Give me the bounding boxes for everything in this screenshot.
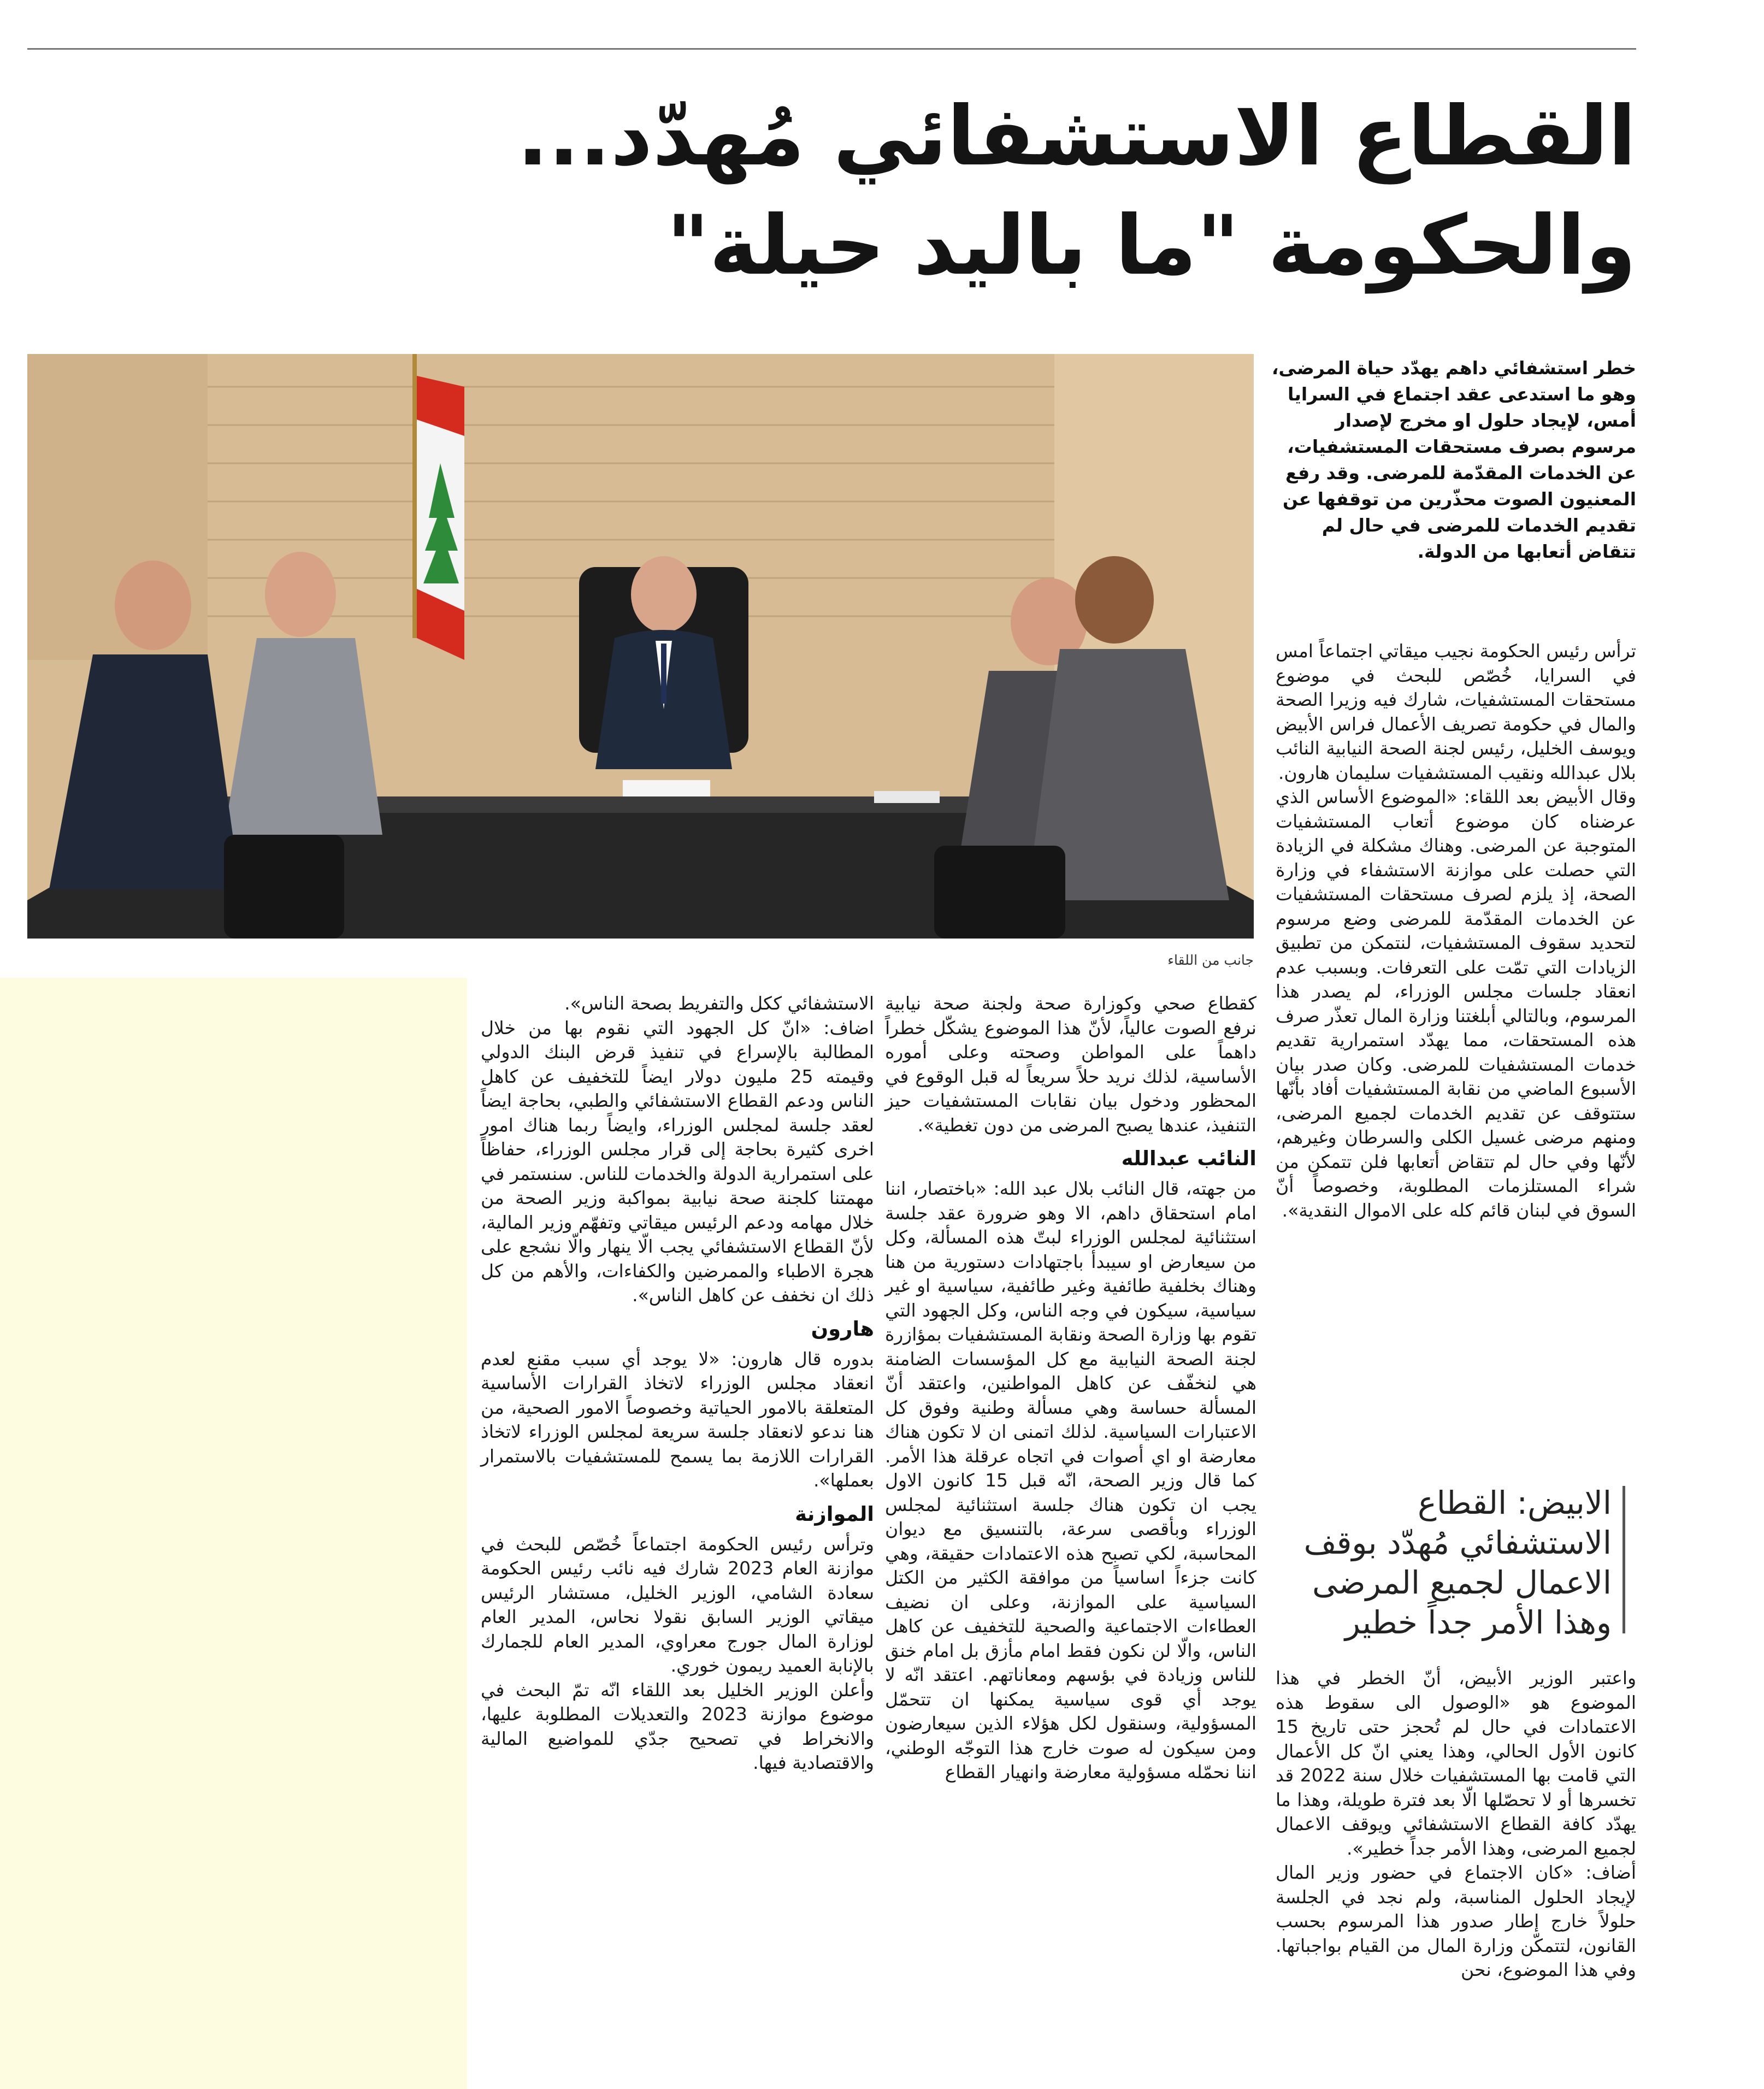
subheading-abdallah: النائب عبدالله — [1121, 1147, 1256, 1170]
paragraph: من جهته، قال النائب بلال عبد الله: «باختصار، اننا امام استحقاق داهم، الا وهو ضرورة عقد جلسة استثنائية لمجلس الوزراء لبتّ هذه المسألة، وكل من سيعارض او سيبدأ باجتهادات دستورية من هنا وهناك بخلفية طائفية وغير طائفية، سياسية او غير سياسية، سيكون في وجه الناس، وكل الجهود التي تقوم بها وزارة الصحة ونقابة المستشفيات بمؤازرة لجنة الصحة النيابية مع كل المؤسسات الضامنة هي لنخفّف عن كاهل المواطنين، واعتقد أنّ المسألة حساسة وهي مسألة وطنية وفوق كل الاعتبارات السياسية. لذلك اتمنى ان لا تكون هناك معارضة او اي أصوات في اتجاه عرقلة هذا الأمر. كما قال وزير الصحة، انّه قبل 15 كانون الاول يجب ان تكون هناك جلسة استثنائية لمجلس الوزراء وبأقصى سرعة، بالتنسيق مع ديوان المحاسبة، لكي تصبح هذه الاعتمادات حقيقة، وهي كانت جزءاً اساسياً من موافقة الكثير من الكتل السياسية على الموازنة، وعلى ان نضيف العطاءات الاجتماعية والصحية للتخفيف عن كاهل الناس، والّا لن نكون فقط امام مأزق بل امام خنق للناس وزيادة في بؤسهم ومعاناتهم. اعتقد انّه لا يوجد أي قوى سياسية يمكنها ان تتحمّل المسؤولية، وسنقول لكل هؤلاء الذين سيعارضون ومن سيكون له صوت خارج هذا التوجّه الوطني، اننا نحمّله مسؤولية معارضة وانهيار القطاع — [885, 1178, 1256, 1783]
pullquote: الابيض: القطاع الاستشفائي مُهدّد بوقف الاعمال لجميع المرضى وهذا الأمر جداً خطير — [1303, 1484, 1612, 1641]
pullquote-bar — [1623, 1486, 1625, 1633]
paragraph: وترأس رئيس الحكومة اجتماعاً خُصّص للبحث في موازنة العام 2023 شارك فيه نائب رئيس الحكومة سعادة الشامي، الوزير الخليل، مستشار الرئيس ميقاتي الوزير السابق نقولا نحاس، المدير العام لوزارة المال جورج معراوي، المدير العام للجمارك بالإنابة العميد ريمون خوري. — [481, 1533, 874, 1676]
paragraph: اضاف: «انّ كل الجهود التي نقوم بها من خلال المطالبة بالإسراع في تنفيذ قرض البنك الدولي وقيمته 25 مليون دولار ايضاً للتخفيف عن كاهل الناس ودعم القطاع الاستشفائي والطبي، بحاجة ايضاً لعقد جلسة لمجلس الوزراء، وايضاً ربما هناك امور اخرى كثيرة بحاجة إلى قرار مجلس الوزراء، حفاظاً على استمرارية الدولة والخدمات للناس. سنستمر في مهمتنا كلجنة صحة نيابية بمواكبة وزير الصحة من خلال مهامه ودعم الرئيس ميقاتي وتفهّم وزير المالية، لأنّ القطاع الاستشفائي يجب الّا ينهار والّا نشجع على هجرة الاطباء والممرضين والكفاءات، والأهم من كل ذلك ان نخفف عن كاهل الناس». — [481, 1017, 875, 1306]
subheading-budget: الموازنة — [795, 1502, 874, 1526]
column-3 — [481, 992, 874, 1775]
paragraph: وأعلن الوزير الخليل بعد اللقاء انّه تمّ البحث في موضوع موازنة 2023 والتعديلات المطلوبة عليها، والانخراط في تصحيح جدّي للمواضيع المالية والاقتصادية فيها. — [481, 1679, 875, 1773]
photo-caption: جانب من اللقاء — [1167, 952, 1254, 968]
paragraph: وقال الأبيض بعد اللقاء: «الموضوع الأساس الذي عرضناه كان موضوع أتعاب المستشفيات المتوجبة عن المرضى. وهناك مشكلة في الزيادة التي حصلت على موازنة الاستشفاء في وزارة الصحة، إذ يلزم لصرف مستحقات المستشفيات عن الخدمات المقدّمة للمرضى وضع مرسوم لتحديد سقوف المستشفيات، لنتمكن من تطبيق الزيادات التي تمّت على التعرفات. وبسبب عدم انعقاد جلسات مجلس الوزراء، لم يصدر هذا المرسوم، وبالتالي أبلغتنا وزارة المال تعذّر صرف هذه المستحقات، مما يهدّد استمرارية تقديم خدمات المستشفيات للمرضى. وكان صدر بيان الأسبوع الماضي من نقابة المستشفيات أفاد بأنّها ستتوقف عن تقديم الخدمات لجميع المرضى، ومنهم مرضى غسيل الكلى والسرطان وغيرهم، لأنّها وفي حال لم تتقاض أتعابها فلن تتمكن من شراء المستلزمات المطلوبة، وخصوصاً أنّ السوق في لبنان قائم كله على الاموال النقدية». — [1276, 786, 1636, 1221]
paragraph: واعتبر الوزير الأبيض، أنّ الخطر في هذا الموضوع هو «الوصول الى سقوط هذه الاعتمادات في حال لم تُحجز حتى تاريخ 15 كانون الأول الحالي، وهذا يعني انّ كل الأعمال التي قامت بها المستشفيات خلال سنة 2022 قد تخسرها أو لا تحصّلها الّا بعد فترة طويلة، وهذا ما يهدّد كافة القطاع الاستشفائي ويوقف الاعمال لجميع المرضى، وهذا الأمر جداً خطير». — [1276, 1667, 1637, 1859]
column-1 — [1276, 639, 1636, 1223]
top-rule — [27, 48, 1636, 50]
paragraph: كقطاع صحي وكوزارة صحة ولجنة صحة نيابية نرفع الصوت عالياً، لأنّ هذا الموضوع يشكّل خطراً داهماً على المواطن وصحته وعلى أموره الأساسية، لذلك نريد حلاً سريعاً له قبل الوقوع في المحظور ودخول بيان نقابات المستشفيات حيز التنفيذ، عندها يصبح المرضى من دون تغطية». — [885, 993, 1256, 1136]
headline — [153, 82, 1636, 300]
paragraph: بدوره قال هارون: «لا يوجد أي سبب مقنع لعدم انعقاد مجلس الوزراء لاتخاذ القرارات الأساسية المتعلقة بالامور الحياتية وخصوصاً الامور الصحية، من هنا ندعو لانعقاد جلسة سريعة لمجلس الوزراء لاتخاذ القرارات اللازمة بما يسمح للمستشفيات بالاستمرار بعملها». — [481, 1348, 874, 1491]
paragraph: الاستشفائي ككل والتفريط بصحة الناس». — [564, 993, 874, 1014]
column-2 — [885, 992, 1256, 1785]
meeting-photo — [27, 354, 1254, 939]
column-1-continued — [1276, 1666, 1636, 1982]
paragraph: ترأس رئيس الحكومة نجيب ميقاتي اجتماعاً امس في السرايا، خُصّص للبحث في موضوع مستحقات المستشفيات، شارك فيه وزيرا الصحة والمال في حكومة تصريف الأعمال فراس الأبيض ويوسف الخليل، رئيس لجنة الصحة النيابية النائب بلال عبدالله ونقيب المستشفيات سليمان هارون. — [1276, 640, 1636, 783]
ad-space — [0, 978, 467, 2089]
intro-summary: خطر استشفائي داهم يهدّد حياة المرضى، وهو ما استدعى عقد اجتماع في السرايا أمس، لإيجاد حلول او مخرج لإصدار مرسوم بصرف مستحقات المستشفيات، عن الخدمات المقدّمة للمرضى. وقد رفع المعنيون الصوت محذّرين من توقفها عن تقديم الخدمات للمرضى في حال لم تتقاض أتعابها من الدولة. — [1271, 357, 1636, 562]
headline-line-2: والحكومة "ما باليد حيلة" — [666, 198, 1636, 293]
subheading-haroun: هارون — [811, 1317, 874, 1341]
headline-line-1: القطاع الاستشفائي مُهدّد... — [517, 89, 1636, 184]
paragraph: أضاف: «كان الاجتماع في حضور وزير المال لإيجاد الحلول المناسبة، ولم نجد في الجلسة حلولاً خارج إطار صدور هذا المرسوم بحسب القانون، لتتمكّن وزارة المال من القيام بواجباتها. وفي هذا الموضوع، نحن — [1276, 1862, 1636, 1980]
